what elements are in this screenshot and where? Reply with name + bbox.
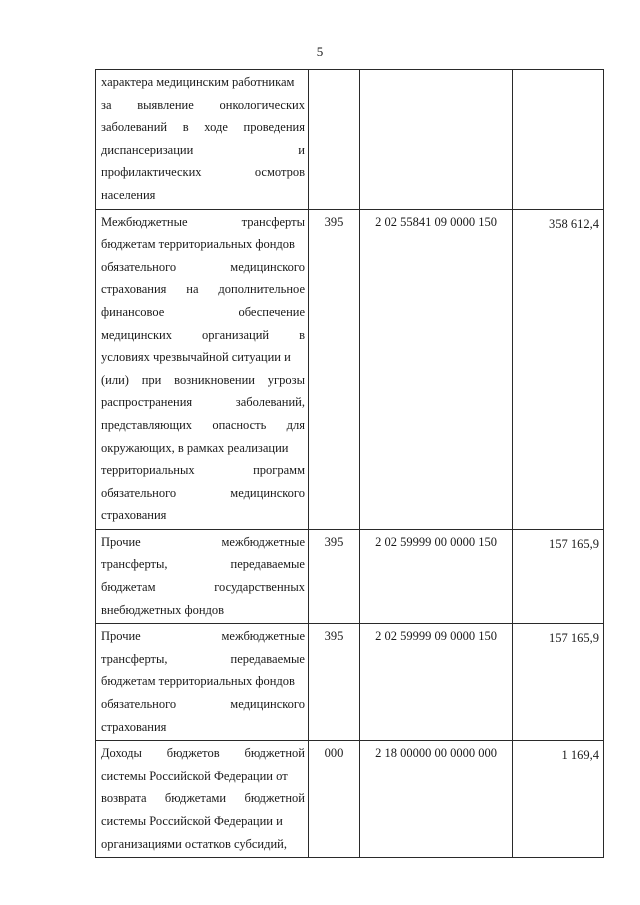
description-line	[101, 599, 305, 622]
description-cell	[96, 624, 309, 741]
description-word: организаций	[201, 327, 270, 342]
description-line	[101, 504, 305, 527]
description-word: обязательного	[101, 697, 177, 712]
description-line	[101, 324, 305, 347]
admin-code-value: 395	[324, 629, 344, 644]
description-word: условиях чрезвычайной ситуации и	[101, 350, 291, 365]
table-row	[96, 529, 604, 623]
description-word: заболеваний,	[235, 395, 305, 410]
description-word: территориальных	[101, 463, 195, 478]
description-word: бюджетов	[166, 746, 220, 761]
table-row	[96, 741, 604, 858]
description-line	[101, 482, 305, 505]
description-word: обязательного	[101, 485, 177, 500]
description-line	[101, 139, 305, 162]
description-word: внебюджетных фондов	[101, 602, 225, 617]
description-word: за	[101, 97, 112, 112]
amount-value: 157 165,9	[549, 536, 599, 551]
description-word: распространения	[101, 395, 193, 410]
description-word: возврата	[101, 791, 147, 806]
description-word: осмотров	[254, 165, 305, 180]
description-word: ходе	[204, 120, 228, 135]
page-number: 5	[316, 44, 324, 59]
description-word: обязательного	[101, 259, 177, 274]
kbk-value: 2 02 59999 09 0000 150	[375, 629, 497, 644]
description-word: страхования	[101, 508, 167, 523]
description-word: дополнительное	[218, 282, 305, 297]
admin-code-value: 395	[324, 214, 344, 229]
kbk-value: 2 02 55841 09 0000 150	[375, 214, 497, 229]
description-cell	[96, 209, 309, 529]
description-line	[101, 787, 305, 810]
description-line	[101, 531, 305, 554]
admin-code-cell	[309, 741, 360, 858]
kbk-value: 2 02 59999 00 0000 150	[375, 534, 497, 549]
description-word: населения	[101, 187, 156, 202]
description-word: на	[186, 282, 199, 297]
description-line	[101, 576, 305, 599]
description-word: обеспечение	[238, 304, 305, 319]
description-line	[101, 810, 305, 833]
description-word: системы Российской Федерации от	[101, 768, 288, 783]
description-line	[101, 256, 305, 279]
description-word: передаваемые	[230, 557, 305, 572]
description-word: бюджетной	[244, 791, 305, 806]
amount-value: 157 165,9	[549, 631, 599, 646]
description-line	[101, 625, 305, 648]
description-word: финансовое	[101, 304, 165, 319]
description-line	[101, 301, 305, 324]
table-row	[96, 209, 604, 529]
description-word: межбюджетные	[221, 629, 305, 644]
description-word: страхования	[101, 282, 167, 297]
description-word: профилактических	[101, 165, 202, 180]
description-word: трансферты,	[101, 557, 168, 572]
description-line	[101, 742, 305, 765]
description-word: опасность	[212, 417, 267, 432]
description-word: бюджетной	[244, 746, 305, 761]
description-line	[101, 459, 305, 482]
description-line	[101, 391, 305, 414]
admin-code-cell	[309, 70, 360, 210]
description-line	[101, 553, 305, 576]
admin-code-cell	[309, 624, 360, 741]
description-word: трансферты	[241, 214, 305, 229]
description-line	[101, 184, 305, 207]
description-line	[101, 278, 305, 301]
description-word: медицинских	[101, 327, 172, 342]
description-word: окружающих, в рамках реализации	[101, 440, 289, 455]
description-word: передаваемые	[230, 651, 305, 666]
description-word: программ	[253, 463, 305, 478]
description-word: медицинского	[230, 259, 305, 274]
description-line	[101, 716, 305, 739]
amount-cell	[513, 741, 604, 858]
description-line	[101, 94, 305, 117]
description-word: Прочие	[101, 534, 141, 549]
description-word: диспансеризации	[101, 142, 194, 157]
admin-code-cell	[309, 529, 360, 623]
description-line	[101, 693, 305, 716]
description-word: характера медицинским работникам	[101, 75, 295, 89]
kbk-cell	[360, 741, 513, 858]
admin-code-value	[309, 70, 359, 71]
description-word: системы Российской Федерации и	[101, 814, 283, 828]
description-line	[101, 71, 305, 94]
description-word: возникновении	[174, 372, 255, 387]
kbk-value	[360, 70, 512, 71]
kbk-cell	[360, 209, 513, 529]
description-line	[101, 346, 305, 369]
kbk-cell	[360, 529, 513, 623]
description-word: (или)	[101, 372, 129, 387]
description-word: онкологических	[219, 97, 305, 112]
description-line	[101, 765, 305, 788]
description-word: в	[182, 120, 189, 135]
description-word: медицинского	[230, 697, 305, 712]
description-line	[101, 211, 305, 234]
description-word: медицинского	[230, 485, 305, 500]
description-word: и	[298, 142, 305, 157]
description-word: представляющих	[101, 417, 193, 432]
kbk-cell	[360, 624, 513, 741]
description-word: для	[286, 417, 305, 432]
description-line	[101, 648, 305, 671]
description-line	[101, 437, 305, 460]
table-body	[96, 70, 604, 858]
amount-value	[513, 70, 603, 73]
description-word: Прочие	[101, 629, 141, 644]
description-line	[101, 233, 305, 256]
description-word: Межбюджетные	[101, 214, 188, 229]
admin-code-value: 000	[324, 746, 344, 761]
description-word: страхования	[101, 719, 167, 734]
description-cell	[96, 70, 309, 210]
description-word: заболеваний	[101, 120, 168, 135]
description-word: угрозы	[267, 372, 305, 387]
kbk-value: 2 18 00000 00 0000 000	[375, 746, 497, 761]
amount-value: 358 612,4	[549, 216, 599, 231]
description-word: межбюджетные	[221, 534, 305, 549]
admin-code-value: 395	[324, 534, 344, 549]
amount-cell	[513, 209, 604, 529]
description-line	[101, 414, 305, 437]
description-word: при	[141, 372, 162, 387]
description-word: бюджетам	[101, 580, 156, 595]
description-cell	[96, 529, 309, 623]
description-word: организациями остатков субсидий,	[101, 836, 287, 851]
description-word: бюджетам территориальных фондов	[101, 237, 295, 252]
amount-cell	[513, 624, 604, 741]
description-word: проведения	[243, 120, 305, 135]
description-word: выявление	[137, 97, 194, 112]
amount-value: 1 169,4	[561, 748, 599, 763]
description-word: государственных	[214, 580, 305, 595]
description-word: бюджетам территориальных фондов	[101, 674, 295, 689]
description-cell	[96, 741, 309, 858]
amount-cell	[513, 529, 604, 623]
amount-cell	[513, 70, 604, 210]
description-word: бюджетами	[164, 791, 227, 806]
description-line	[101, 161, 305, 184]
table-row	[96, 70, 604, 210]
kbk-cell	[360, 70, 513, 210]
description-line	[101, 670, 305, 693]
description-word: трансферты,	[101, 651, 168, 666]
description-line	[101, 369, 305, 392]
admin-code-cell	[309, 209, 360, 529]
description-word: в	[299, 327, 305, 342]
description-line	[101, 116, 305, 139]
budget-table	[95, 69, 604, 858]
table-row	[96, 624, 604, 741]
description-line	[101, 833, 305, 856]
description-word: Доходы	[101, 746, 142, 761]
